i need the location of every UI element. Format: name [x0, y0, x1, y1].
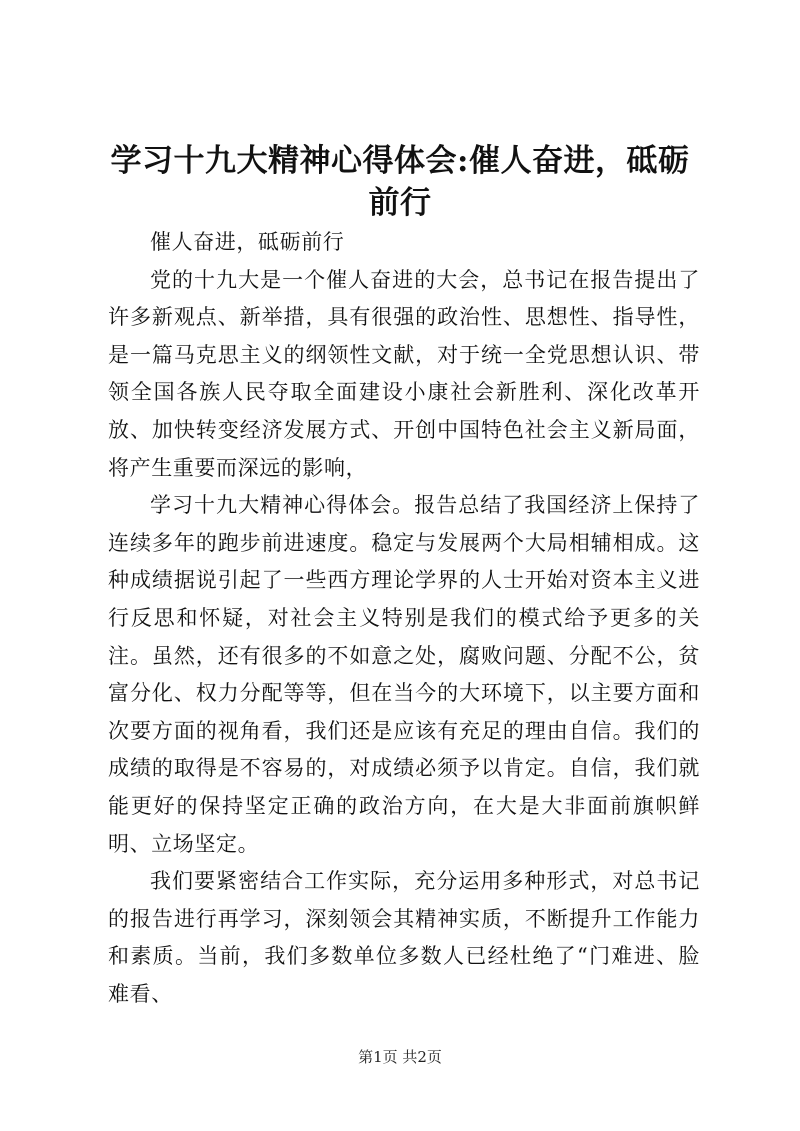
- body-paragraph-3: 我们要紧密结合工作实际，充分运用多种形式，对总书记的报告进行再学习，深刻领会其精神实质，不断提升工作能力和素质。当前，我们多数单位多数人已经杜绝了“门难进、脸难看、: [108, 869, 700, 1006]
- document-title: 学习十九大精神心得体会:催人奋进，砥砺前行: [110, 143, 690, 221]
- body-paragraph-2: 学习十九大精神心得体会。报告总结了我国经济上保持了连续多年的跑步前进速度。稳定与发展两个大局相辅相成。这种成绩据说引起了一些西方理论学界的人士开始对资本主义进行反思和怀疑，对社会主义特别是我们的模式给予更多的关注。虽然，还有很多的不如意之处，腐败问题、分配不公，贫富分化、权力分配等等，但在当今的大环境下，以主要方面和次要方面的视角看，我们还是应该有充足的理由自信。我们的成绩的取得是不容易的，对成绩必须予以肯定。自信，我们就能更好的保持坚定正确的政治方向，在大是大非面前旗帜鲜明、立场坚定。: [108, 493, 700, 856]
- body-paragraph-1: 党的十九大是一个催人奋进的大会，总书记在报告提出了许多新观点、新举措，具有很强的政治性、思想性、指导性，是一篇马克思主义的纲领性文献，对于统一全党思想认识、带领全国各族人民夺取全面建设小康社会新胜利、深化改革开放、加快转变经济发展方式、开创中国特色社会主义新局面，将产生重要而深远的影响，: [108, 267, 700, 480]
- document-body: [108, 224, 700, 1013]
- subtitle-paragraph: 催人奋进，砥砺前行: [150, 230, 345, 254]
- page-number-footer: 第1页 共2页: [358, 1048, 442, 1066]
